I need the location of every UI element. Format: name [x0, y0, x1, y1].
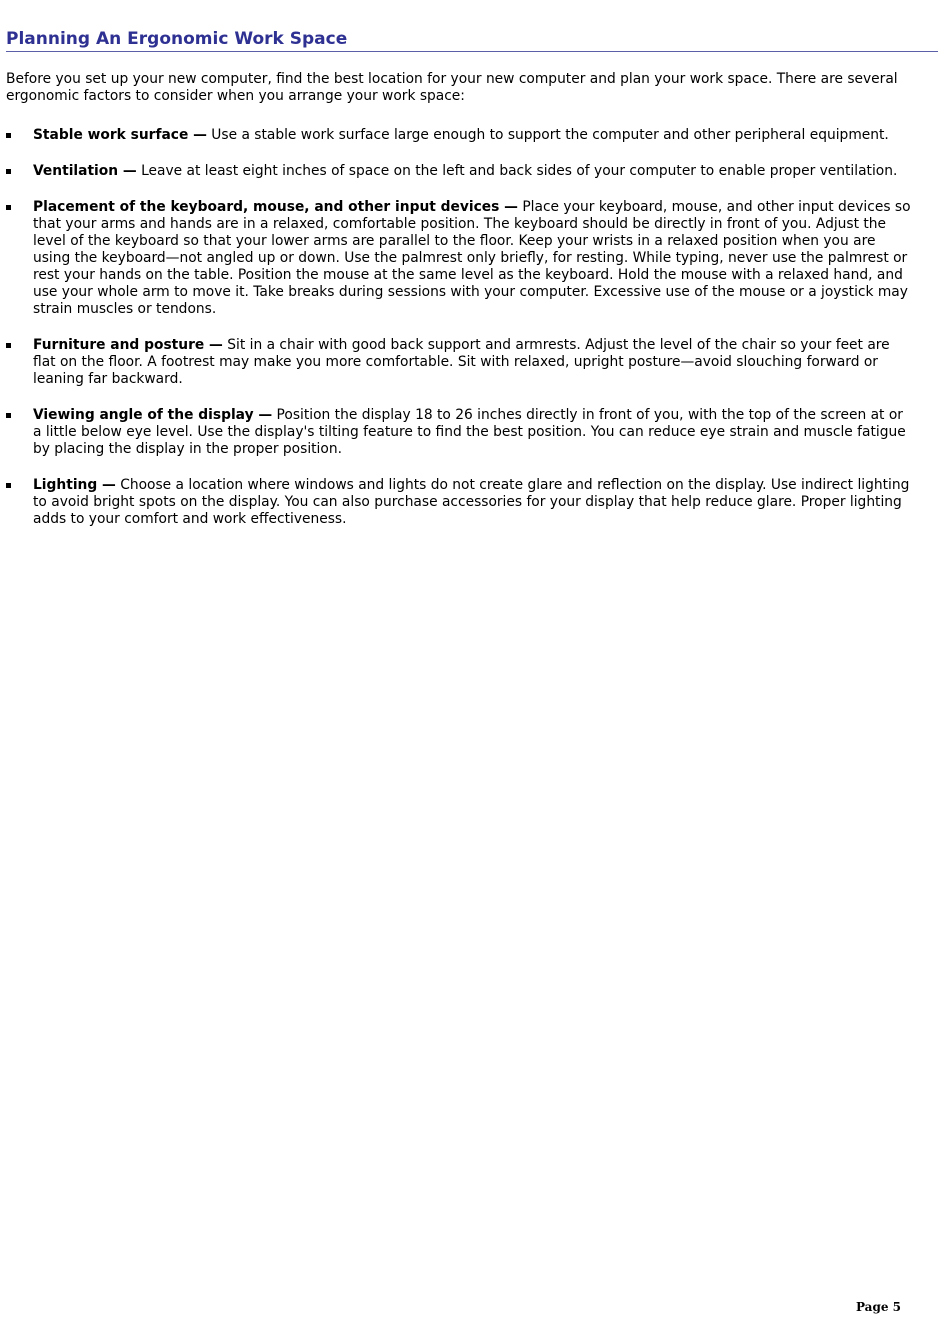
list-item	[6, 337, 938, 388]
page-number: Page 5	[855, 1300, 901, 1314]
item-term: Stable work surface —	[33, 127, 207, 143]
item-description: Choose a location where windows and lights do not create glare and reflection on the display. Use indirect lighting to avoid bright spots on the display. You can also purchase accessories for your display that help reduce glare. Proper lighting adds to your comfort and work effectiveness.	[33, 477, 910, 527]
list-item	[6, 477, 938, 528]
factors-list	[6, 127, 938, 547]
square-bullet-icon	[6, 483, 11, 488]
square-bullet-icon	[6, 205, 11, 210]
item-description: Use a stable work surface large enough to support the computer and other peripheral equipment.	[206, 127, 889, 143]
page-title: Planning An Ergonomic Work Space	[6, 28, 938, 52]
item-term: Ventilation —	[33, 163, 137, 179]
square-bullet-icon	[6, 413, 11, 418]
list-item	[6, 407, 938, 458]
square-bullet-icon	[6, 343, 11, 348]
square-bullet-icon	[6, 169, 11, 174]
item-term: Lighting —	[33, 477, 116, 493]
item-description: Position the display 18 to 26 inches directly in front of you, with the top of the screen at or a little below eye level. Use the display's tilting feature to find the best position. You can reduce eye strain and muscle fatigue by placing the display in the proper position.	[33, 407, 906, 457]
list-item	[6, 127, 938, 144]
square-bullet-icon	[6, 133, 11, 138]
item-term: Placement of the keyboard, mouse, and other input devices —	[33, 199, 518, 215]
item-description: Place your keyboard, mouse, and other input devices so that your arms and hands are in a relaxed, comfortable position. The keyboard should be directly in front of you. Adjust the level of the keyboard so that your lower arms are parallel to the floor. Keep your wrists in a relaxed position when you are using the keyboard—not angled up or down. Use the palmrest only briefly, for resting. While typing, never use the palmrest or rest your hands on the table. Position the mouse at the same level as the keyboard. Hold the mouse with a relaxed hand, and use your whole arm to move it. Take breaks during sessions with your computer. Excessive use of the mouse or a joystick may strain muscles or tendons.	[33, 199, 911, 317]
item-term: Furniture and posture —	[33, 337, 223, 353]
list-item	[6, 163, 938, 180]
intro-paragraph: Before you set up your new computer, find the best location for your new computer and plan your work space. There are several ergonomic factors to consider when you arrange your work space:	[6, 71, 898, 104]
document-page	[6, 0, 938, 1338]
item-description: Sit in a chair with good back support and armrests. Adjust the level of the chair so your feet are flat on the floor. A footrest may make you more comfortable. Sit with relaxed, upright posture—avoid slouching forward or leaning far backward.	[33, 337, 890, 387]
list-item	[6, 199, 938, 318]
item-term: Viewing angle of the display —	[33, 407, 273, 423]
item-description: Leave at least eight inches of space on the left and back sides of your computer to enable proper ventilation.	[136, 163, 898, 179]
